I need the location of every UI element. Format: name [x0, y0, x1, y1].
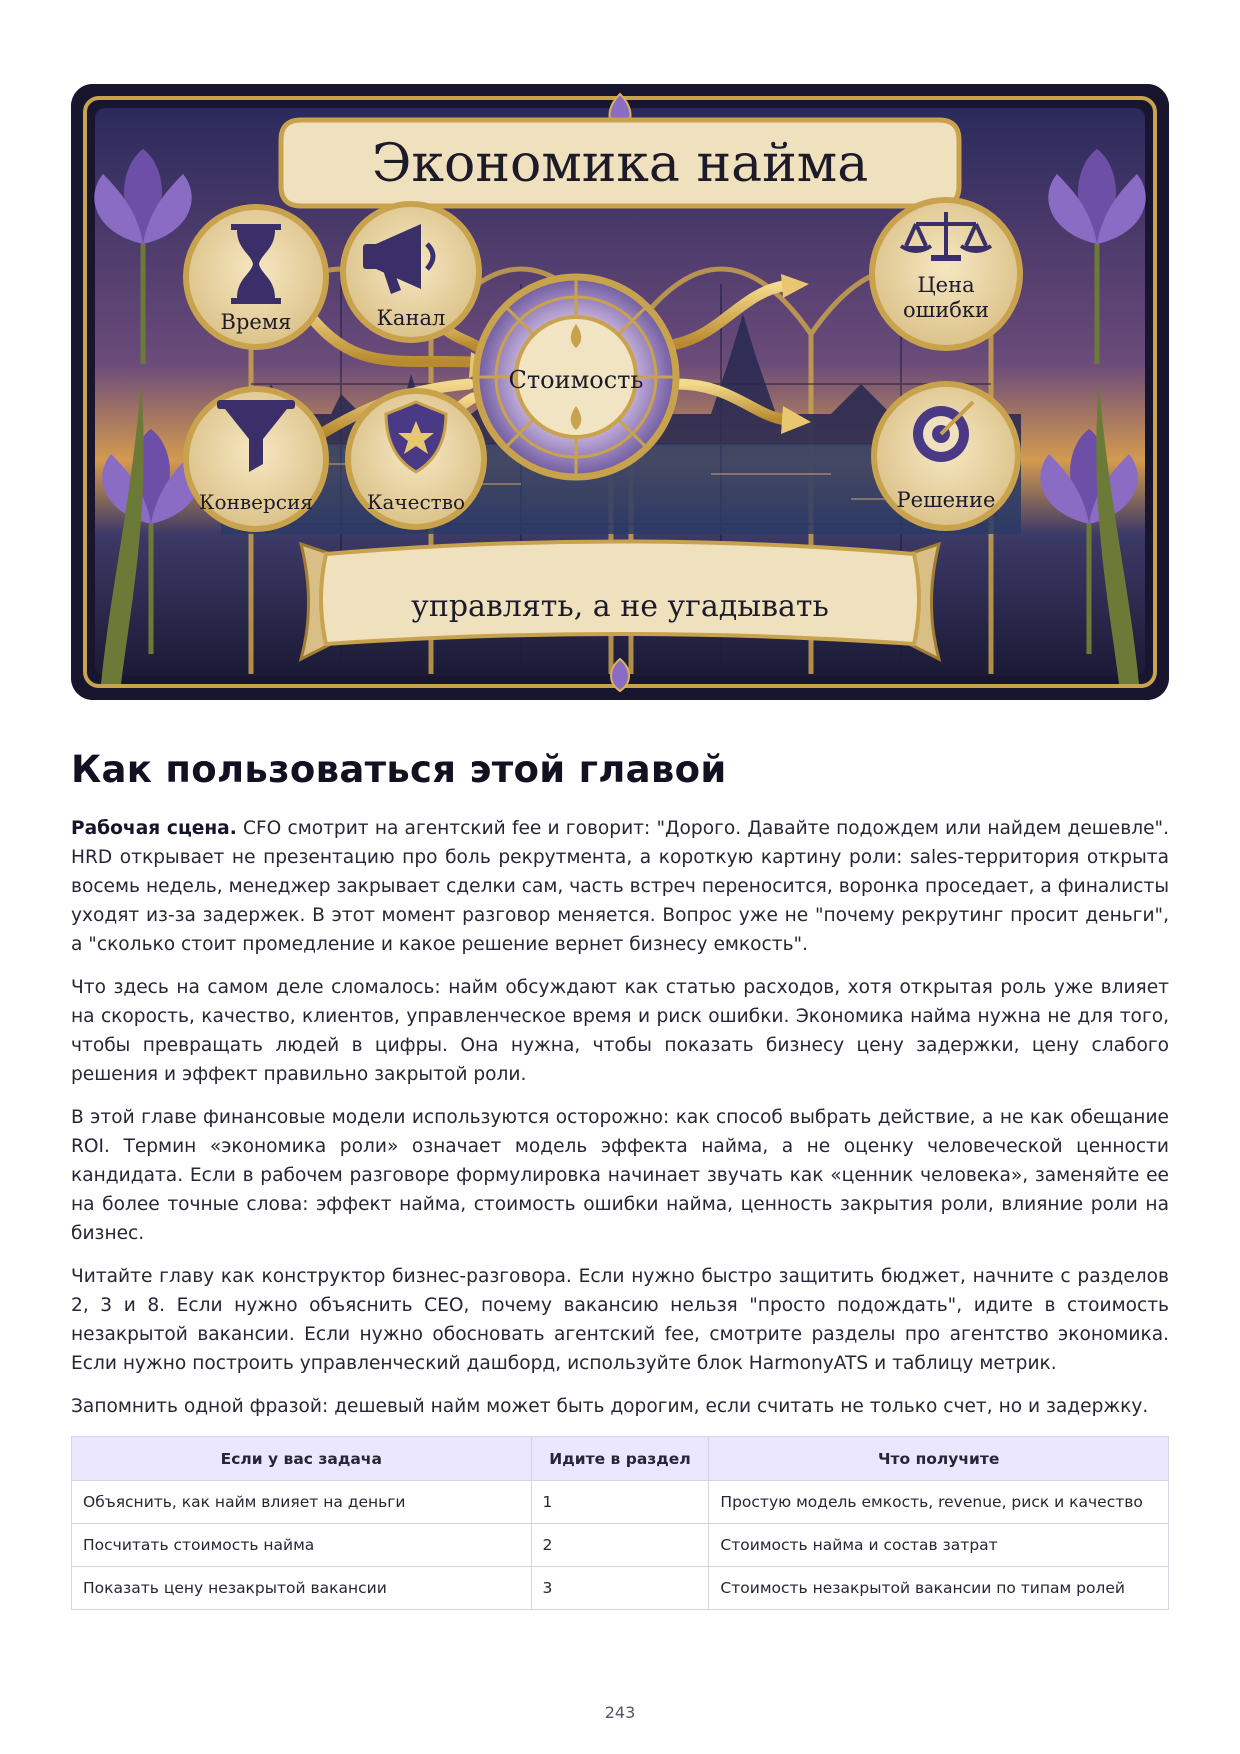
hero-center-label: Стоимость	[508, 366, 644, 394]
node-quality-label: Качество	[366, 490, 466, 514]
scene-text: CFO смотрит на агентский fee и говорит: "Дорого. Давайте подождем или найдем дешевле". HRD открывает не презентацию про боль рекрутмента, а короткую картину роли: sales-территория открыта восемь недель, менеджер закрывает сделки сам, часть встреч переносится, воронка проседает, а финалисты уходят из-за задержек. В этот момент разговор меняется. Вопрос уже не "почему рекрутинг просит деньги", а "сколько стоит промедление и какое решение вернет бизнесу емкость".	[71, 818, 1169, 955]
navigation-table	[71, 1436, 1169, 1610]
node-time-label: Время	[220, 310, 292, 334]
node-error-cost-label-1: Цена	[917, 273, 975, 297]
table-row	[72, 1524, 1169, 1567]
column-header-task: Если у вас задача	[72, 1437, 532, 1481]
node-conversion	[186, 389, 326, 529]
section-body	[71, 814, 1169, 1435]
motto-banner-text: управлять, а не угадывать	[411, 589, 829, 624]
node-decision-label: Решение	[896, 488, 996, 512]
paragraph-4: Читайте главу как конструктор бизнес-разговора. Если нужно быстро защитить бюджет, начните с разделов 2, 3 и 8. Если нужно объяснить CEO, почему вакансию нельзя "просто подождать", идите в стоимость незакрытой вакансии. Если нужно обосновать агентский fee, смотрите разделы про агентство экономика. Если нужно построить управленческий дашборд, используйте блок HarmonyATS и таблицу метрик.	[71, 1266, 1169, 1374]
table-cell-section: 2	[531, 1524, 709, 1567]
hero-title: Экономика найма	[371, 134, 869, 194]
table-cell-result: Простую модель емкость, revenue, риск и качество	[709, 1481, 1169, 1524]
hero-illustration	[71, 84, 1169, 700]
paragraph-5: Запомнить одной фразой: дешевый найм может быть дорогим, если считать не только счет, но и задержку.	[71, 1396, 1149, 1417]
section-heading: Как пользоваться этой главой	[71, 748, 727, 791]
table-cell-task: Посчитать стоимость найма	[72, 1524, 532, 1567]
node-quality	[348, 391, 484, 527]
paragraph-3: В этой главе финансовые модели используются осторожно: как способ выбрать действие, а не как обещание ROI. Термин «экономика роли» означает модель эффекта найма, а не оценку человеческой ценности кандидата. Если в рабочем разговоре формулировка начинает звучать как «ценник человека», заменяйте ее на более точные слова: эффект найма, стоимость ошибки найма, ценность закрытия роли, влияние роли на бизнес.	[71, 1107, 1169, 1244]
center-rose-window	[476, 277, 676, 477]
node-decision	[874, 384, 1018, 528]
column-header-result: Что получите	[709, 1437, 1169, 1481]
scene-label: Рабочая сцена.	[71, 818, 237, 839]
page-number: 243	[604, 1703, 636, 1722]
table-cell-task: Показать цену незакрытой вакансии	[72, 1567, 532, 1610]
node-time	[186, 207, 326, 347]
node-error-cost	[872, 200, 1020, 348]
table-cell-section: 1	[531, 1481, 709, 1524]
node-conversion-label: Конверсия	[199, 490, 313, 514]
table-cell-section: 3	[531, 1567, 709, 1610]
table-cell-result: Стоимость найма и состав затрат	[709, 1524, 1169, 1567]
node-error-cost-label-2: ошибки	[903, 298, 989, 322]
column-header-section: Идите в раздел	[531, 1437, 709, 1481]
paragraph-scene	[71, 814, 1169, 959]
table-row	[72, 1567, 1169, 1610]
title-plaque	[281, 120, 959, 206]
table-cell-task: Объяснить, как найм влияет на деньги	[72, 1481, 532, 1524]
table-row	[72, 1481, 1169, 1524]
table-cell-result: Стоимость незакрытой вакансии по типам ролей	[709, 1567, 1169, 1610]
node-channel	[343, 204, 479, 340]
paragraph-2: Что здесь на самом деле сломалось: найм обсуждают как статью расходов, хотя открытая роль уже влияет на скорость, качество, клиентов, управленческое время и риск ошибки. Экономика найма нужна не для того, чтобы превращать людей в цифры. Она нужна, чтобы показать бизнесу цену задержки, цену слабого решения и эффект правильно закрытой роли.	[71, 977, 1169, 1085]
node-channel-label: Канал	[376, 306, 446, 330]
table-header-row	[72, 1437, 1169, 1481]
